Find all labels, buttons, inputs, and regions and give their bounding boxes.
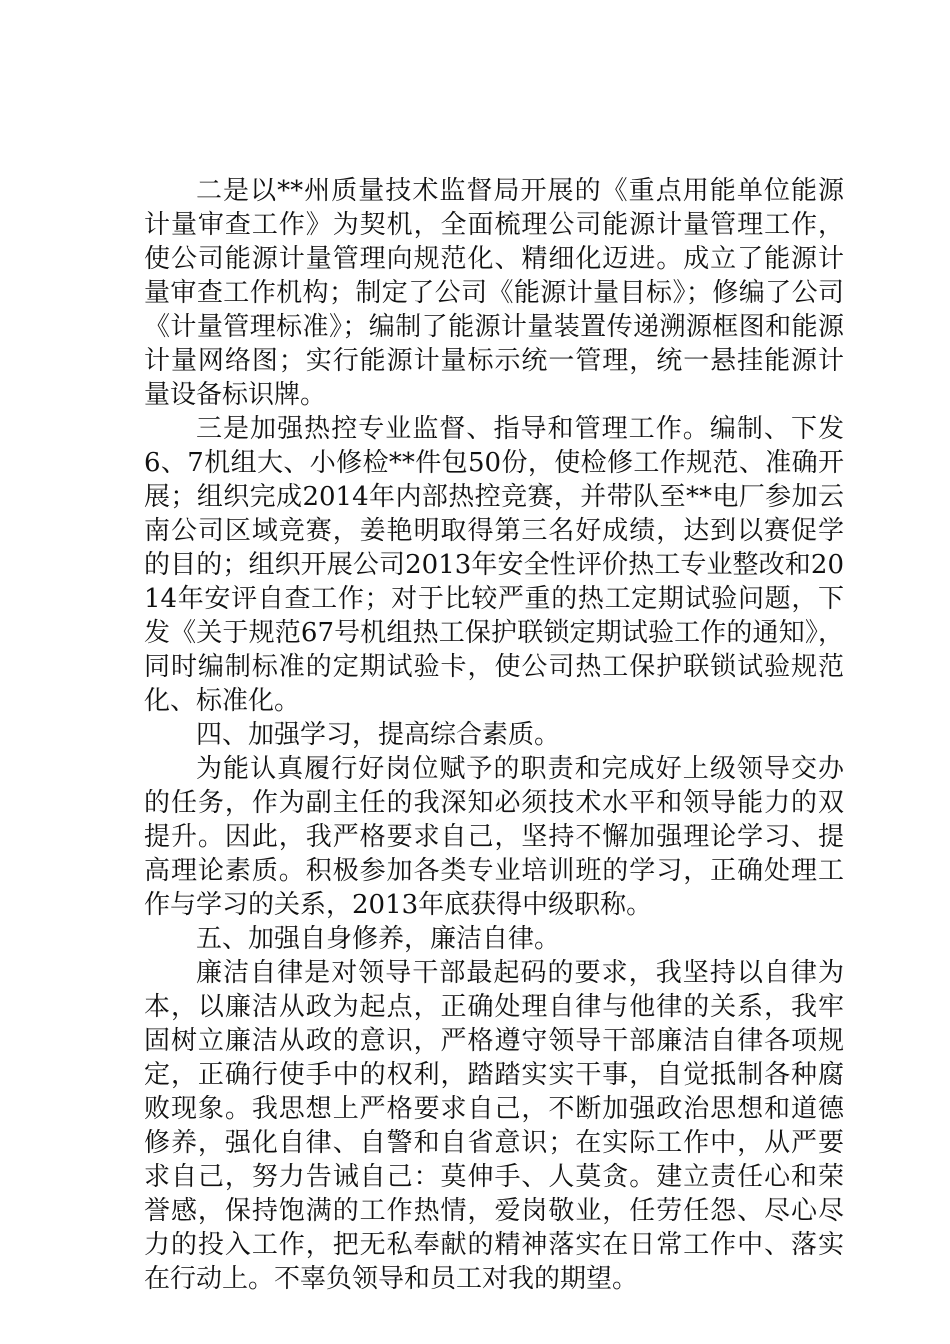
paragraph-thermal-control: 三是加强热控专业监督、指导和管理工作。编制、下发 6、7机组大、小修检**件包50份，使检修工作规范、准确开展；组织完成2014年内部热控竞赛，并带队至**电厂参加云南公司区域竞赛，姜艳明取得第三名好成绩，达到以赛促学的目的；组织开展公司2013年安全性评价热工专业整改和2014年安评自查工作；对于比较严重的热工定期试验问题，下发《关于规范67号机组热工保护联锁定期试验工作的通知》，同时编制标准的定期试验卡，使公司热工保护联锁试验规范化、标准化。 <box>144 414 844 716</box>
paragraph-study: 为能认真履行好岗位赋予的职责和完成好上级领导交办的任务，作为副主任的我深知必须技术水平和领导能力的双提升。因此，我严格要求自己，坚持不懈加强理论学习、提高理论素质。积极参加各类专业培训班的学习，正确处理工作与学习的关系，2013年底获得中级职称。 <box>144 754 844 920</box>
paragraph-integrity: 廉洁自律是对领导干部最起码的要求，我坚持以自律为本，以廉洁从政为起点，正确处理自律与他律的关系，我牢固树立廉洁从政的意识，严格遵守领导干部廉洁自律各项规定，正确行使手中的权利，踏踏实实干事，自觉抵制各种腐败现象。我思想上严格要求自己，不断加强政治思想和道德修养，强化自律、自警和自省意识；在实际工作中，从严要求自己，努力告诫自己：莫伸手、人莫贪。建立责任心和荣誉感，保持饱满的工作热情，爱岗敬业，任劳任怨、尽心尽力的投入工作，把无私奉献的精神落实在日常工作中、落实在行动上。不辜负领导和员工对我的期望。 <box>144 958 844 1294</box>
paragraph-energy-metering: 二是以**州质量技术监督局开展的《重点用能单位能源计量审查工作》为契机，全面梳理公司能源计量管理工作，使公司能源计量管理向规范化、精细化迈进。成立了能源计量审查工作机构；制定了公司《能源计量目标》；修编了公司《计量管理标准》；编制了能源计量装置传递溯源框图和能源计量网络图；实行能源计量标示统一管理，统一悬挂能源计量设备标识牌。 <box>144 176 844 410</box>
section-heading-integrity: 五、加强自身修养，廉洁自律。 <box>196 924 561 954</box>
document-body <box>144 174 844 1296</box>
section-heading-study: 四、加强学习，提高综合素质。 <box>196 720 561 750</box>
